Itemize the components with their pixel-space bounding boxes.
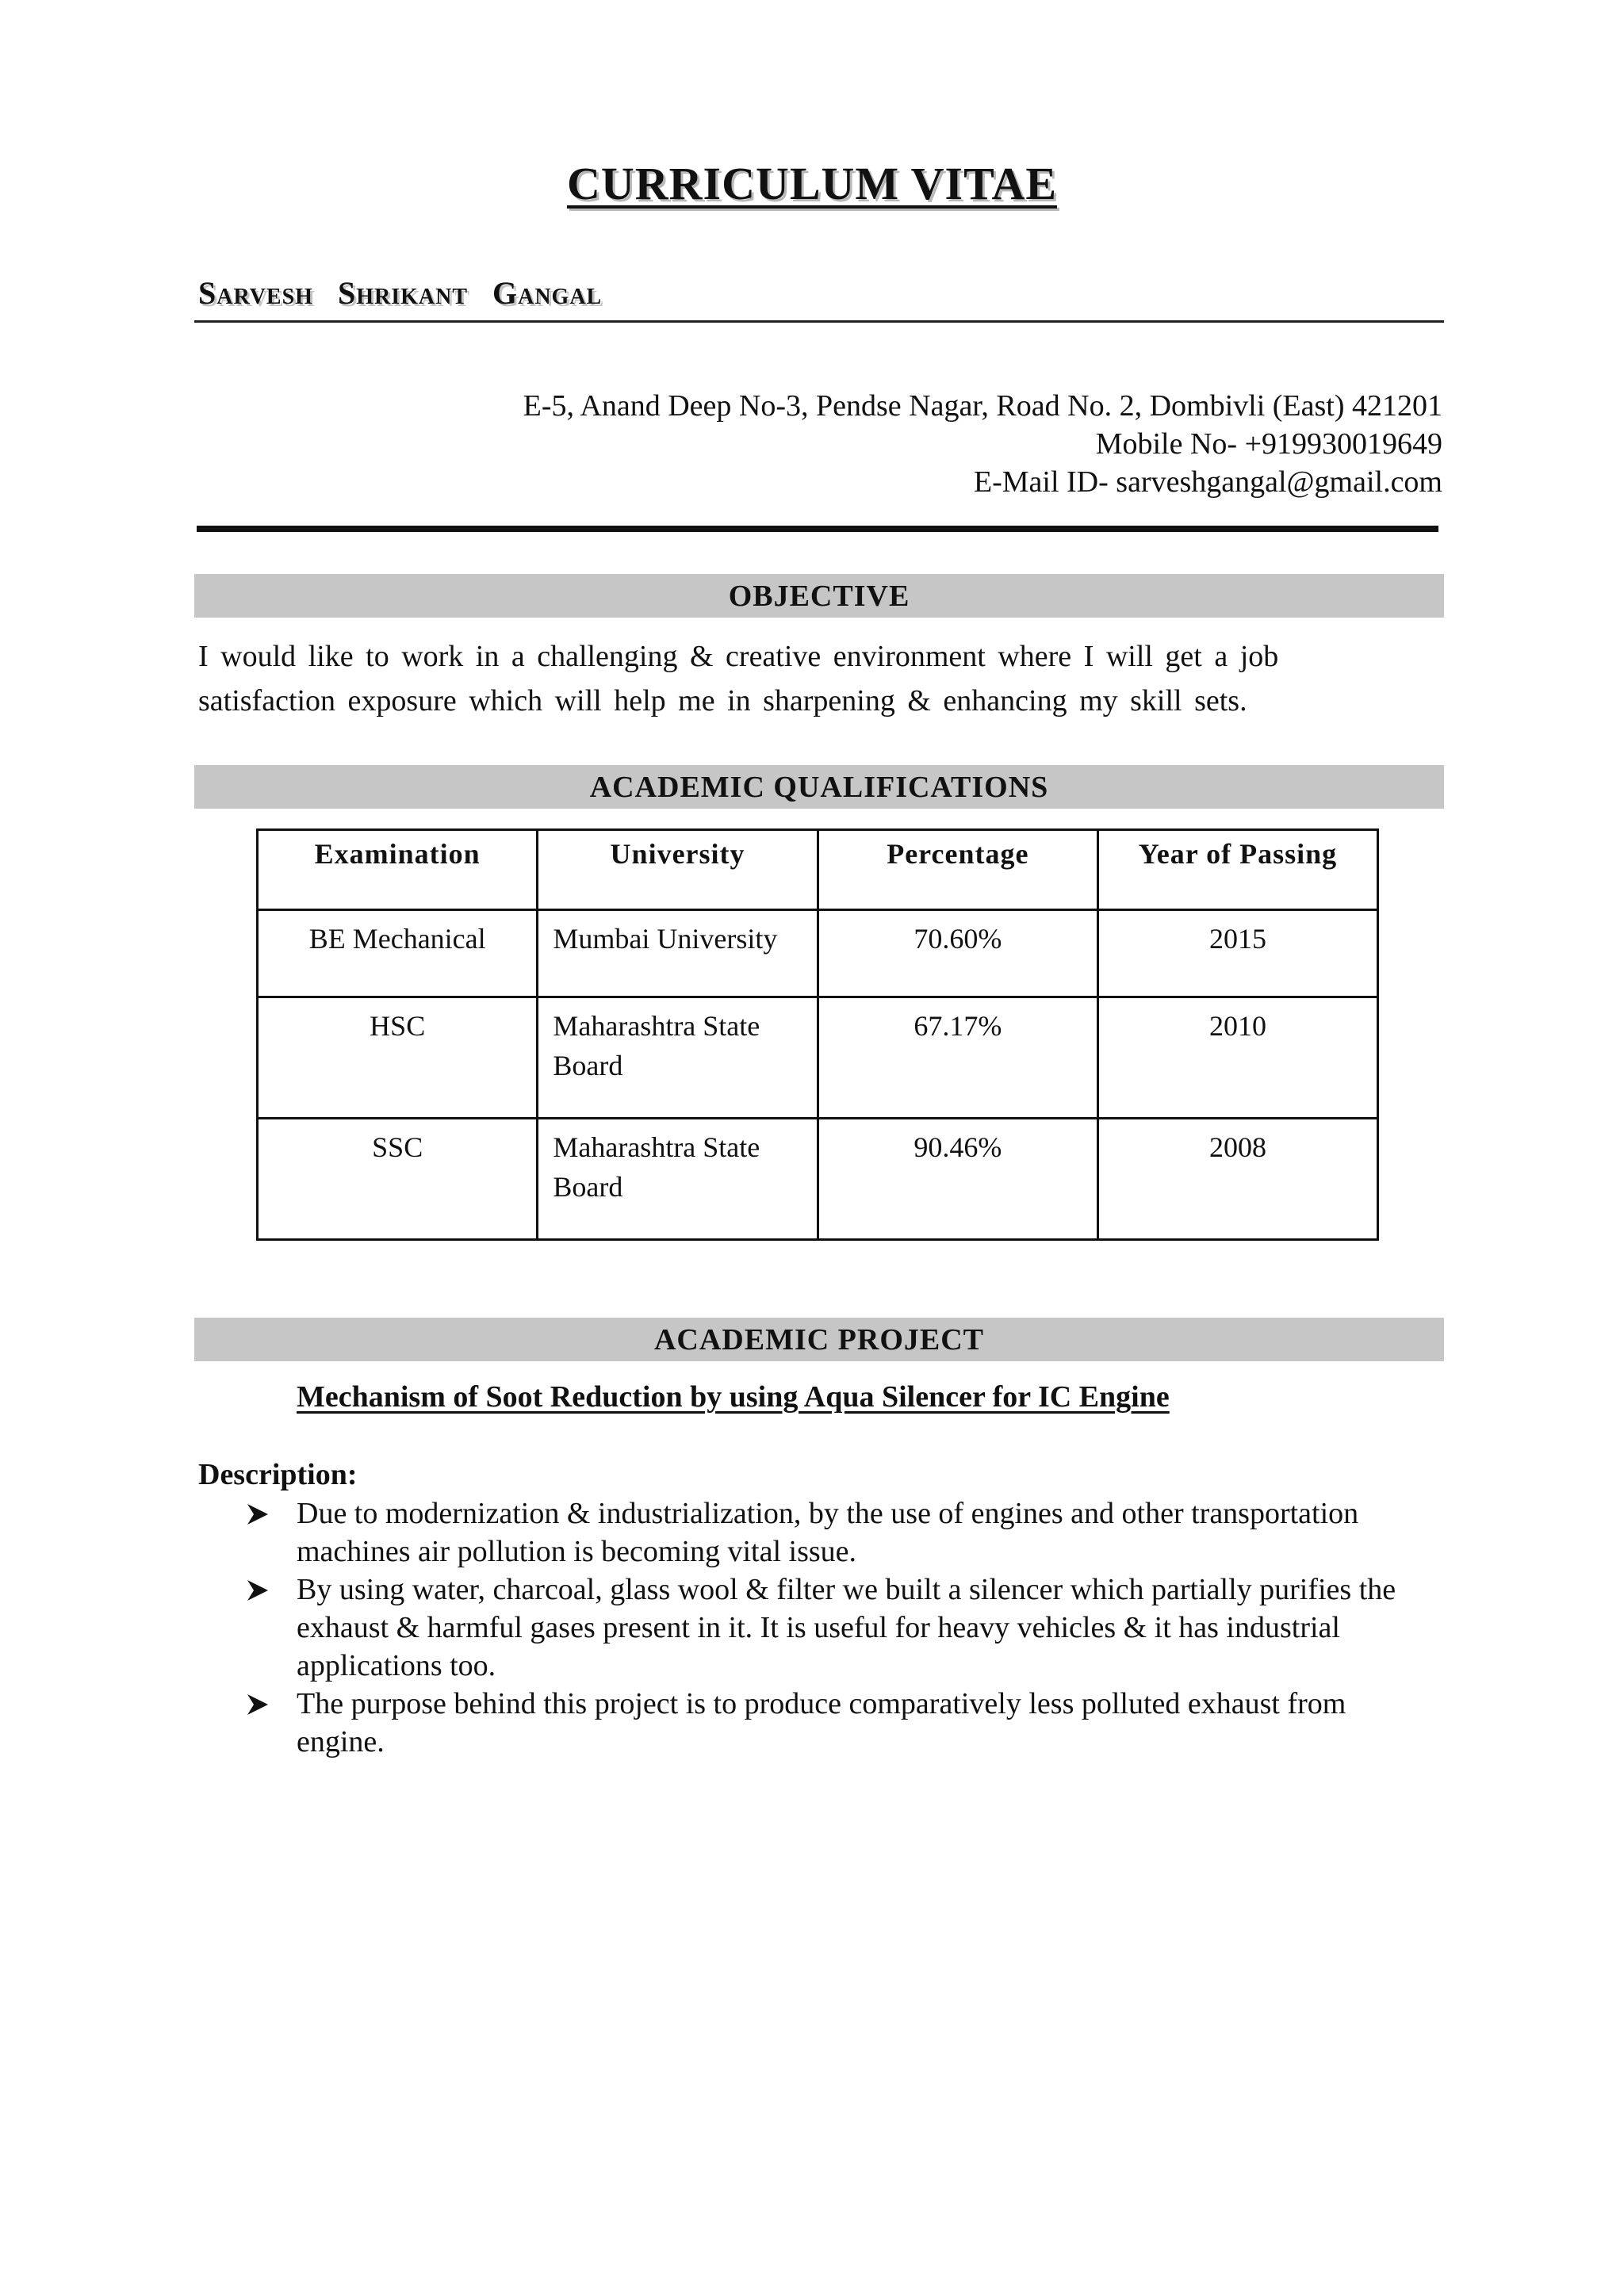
cell-percentage: 67.17% bbox=[818, 997, 1097, 1119]
cell-university: Maharashtra State Board bbox=[538, 997, 818, 1119]
objective-heading: OBJECTIVE bbox=[194, 574, 1444, 618]
objective-text: I would like to work in a challenging & creative environment where I will get a job satisfaction exposure which will help me in sharpening & enhancing my skill sets. bbox=[198, 640, 1279, 718]
cell-university: Mumbai University bbox=[538, 910, 818, 997]
cell-exam: SSC bbox=[258, 1119, 538, 1240]
bullet-text: The purpose behind this project is to produce comparatively less polluted exhaust from engine. bbox=[297, 1687, 1346, 1758]
contact-email: E-Mail ID- sarveshgangal@gmail.com bbox=[973, 465, 1442, 499]
column-header-percentage: Percentage bbox=[818, 830, 1097, 910]
cell-exam: BE Mechanical bbox=[258, 910, 538, 997]
contact-divider bbox=[197, 526, 1438, 532]
table-row bbox=[258, 910, 1378, 997]
column-header-university: University bbox=[538, 830, 818, 910]
project-title: Mechanism of Soot Reduction by using Aqua Silencer for IC Engine bbox=[297, 1380, 1170, 1414]
list-item bbox=[246, 1494, 1419, 1571]
arrow-bullet-icon bbox=[246, 1693, 270, 1716]
description-list bbox=[246, 1494, 1419, 1761]
arrow-bullet-icon bbox=[246, 1502, 270, 1526]
list-item bbox=[246, 1685, 1419, 1761]
cell-percentage: 70.60% bbox=[818, 910, 1097, 997]
project-heading: ACADEMIC PROJECT bbox=[194, 1318, 1444, 1361]
cell-year: 2010 bbox=[1097, 997, 1377, 1119]
academic-heading: ACADEMIC QUALIFICATIONS bbox=[194, 765, 1444, 809]
column-header-examination: Examination bbox=[258, 830, 538, 910]
arrow-bullet-icon bbox=[246, 1578, 270, 1602]
contact-address: E-5, Anand Deep No-3, Pendse Nagar, Road No. 2, Dombivli (East) 421201 bbox=[523, 389, 1442, 423]
cell-percentage: 90.46% bbox=[818, 1119, 1097, 1240]
column-header-year: Year of Passing bbox=[1097, 830, 1377, 910]
contact-mobile: Mobile No- +919930019649 bbox=[1095, 427, 1442, 461]
page-title: CURRICULUM VITAE bbox=[566, 158, 1058, 209]
name-divider bbox=[194, 320, 1444, 323]
cell-exam: HSC bbox=[258, 997, 538, 1119]
cell-university: Maharashtra State Board bbox=[538, 1119, 818, 1240]
bullet-text: Due to modernization & industrialization, by the use of engines and other transportation machines air pollution is becoming vital issue. bbox=[297, 1497, 1359, 1568]
table-row bbox=[258, 997, 1378, 1119]
bullet-text: By using water, charcoal, glass wool & filter we built a silencer which partially purifies the exhaust & harmful gases present in it. It is useful for heavy vehicles & it has industrial applications too. bbox=[297, 1573, 1396, 1682]
table-header-row bbox=[258, 830, 1378, 910]
qualifications-table bbox=[256, 828, 1379, 1241]
cell-year: 2008 bbox=[1097, 1119, 1377, 1240]
list-item bbox=[246, 1571, 1419, 1685]
cell-year: 2015 bbox=[1097, 910, 1377, 997]
table-row bbox=[258, 1119, 1378, 1240]
candidate-name: Sarvesh Shrikant Gangal bbox=[198, 275, 603, 311]
description-label: Description: bbox=[198, 1458, 358, 1491]
